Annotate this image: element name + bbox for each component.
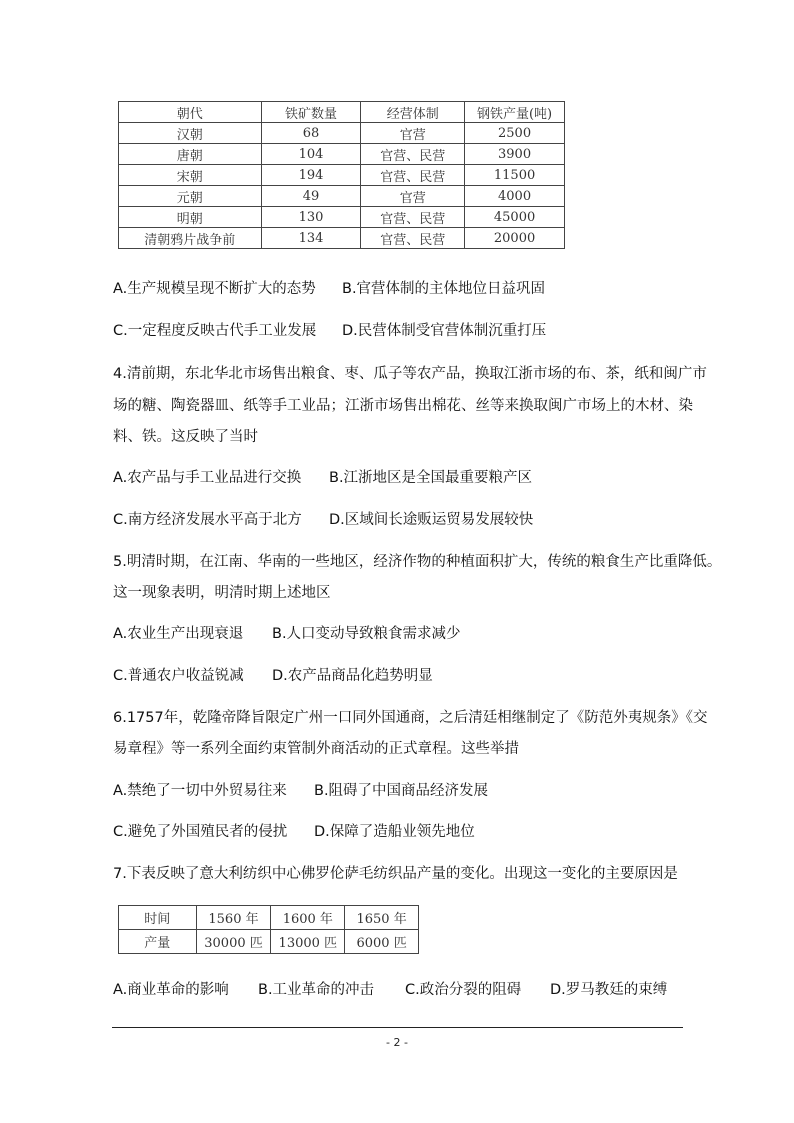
table-cell: 3900 — [465, 144, 565, 165]
q4-options-row-2 — [113, 510, 533, 530]
q6-option-d[interactable]: D.保障了造船业领先地位 — [314, 824, 475, 840]
q7-options-row — [113, 980, 667, 1000]
page-number: - 2 - — [386, 1036, 408, 1049]
q5-options-row-1 — [113, 624, 461, 644]
q4-stem-line-3: 料、铁。这反映了当时 — [113, 429, 258, 445]
q3-options-row-2 — [113, 321, 546, 341]
table-cell: 清朝鸦片战争前 — [119, 228, 262, 249]
q4-option-a[interactable]: A.农产品与手工业品进行交换 — [113, 470, 302, 486]
q7-option-d[interactable]: D.罗马教廷的束缚 — [550, 982, 668, 998]
q3-option-d[interactable]: D.民营体制受官营体制沉重打压 — [342, 323, 547, 339]
q6-option-b[interactable]: B.阻碍了中国商品经济发展 — [314, 783, 489, 799]
table-header-row — [119, 102, 565, 123]
q7-option-b[interactable]: B.工业革命的冲击 — [258, 982, 375, 998]
table-cell: 官营、民营 — [361, 228, 465, 249]
table-cell: 汉朝 — [119, 123, 262, 144]
table-cell: 194 — [261, 165, 361, 186]
q5-option-c[interactable]: C.普通农户收益锐减 — [113, 668, 244, 684]
q7-option-a[interactable]: A.商业革命的影响 — [113, 982, 229, 998]
q3-options-row-1 — [113, 279, 545, 299]
table-cell: 官营 — [361, 186, 465, 207]
table-cell: 6000 匹 — [345, 930, 419, 954]
table-cell: 唐朝 — [119, 144, 262, 165]
table-cell: 4000 — [465, 186, 565, 207]
table-header-cell: 1560 年 — [196, 906, 271, 930]
q3-option-c[interactable]: C.一定程度反映古代手工业发展 — [113, 323, 317, 339]
dynasty-iron-table — [118, 101, 565, 249]
q3-option-b[interactable]: B.官营体制的主体地位日益巩固 — [342, 281, 546, 297]
table-cell: 134 — [261, 228, 361, 249]
table-header-cell: 1600 年 — [271, 906, 345, 930]
q6-options-row-2 — [113, 822, 475, 842]
table-cell: 官营、民营 — [361, 207, 465, 228]
table-row — [119, 144, 565, 165]
q4-option-b[interactable]: B.江浙地区是全国最重要粮产区 — [329, 470, 533, 486]
q6-stem-line-2: 易章程》等一系列全面约束管制外商活动的正式章程。这些举措 — [113, 741, 519, 757]
table-cell: 元朝 — [119, 186, 262, 207]
table-cell: 130 — [261, 207, 361, 228]
table-header-cell: 朝代 — [119, 102, 262, 123]
florence-textile-table — [118, 905, 419, 954]
table-cell: 20000 — [465, 228, 565, 249]
q7-stem: 7.下表反映了意大利纺织中心佛罗伦萨毛纺织品产量的变化。出现这一变化的主要原因是 — [113, 866, 678, 882]
table-cell: 68 — [261, 123, 361, 144]
table-header-cell: 经营体制 — [361, 102, 465, 123]
table-cell: 49 — [261, 186, 361, 207]
table-cell: 官营 — [361, 123, 465, 144]
q6-options-row-1 — [113, 781, 488, 801]
table-header-cell: 铁矿数量 — [261, 102, 361, 123]
q4-option-d[interactable]: D.区域间长途贩运贸易发展较快 — [329, 512, 534, 528]
table-row — [119, 123, 565, 144]
table-header-cell: 钢铁产量(吨) — [465, 102, 565, 123]
q5-option-b[interactable]: B.人口变动导致粮食需求减少 — [272, 626, 461, 642]
q5-option-d[interactable]: D.农产品商品化趋势明显 — [272, 668, 433, 684]
q6-option-a[interactable]: A.禁绝了一切中外贸易往来 — [113, 783, 287, 799]
table-cell: 104 — [261, 144, 361, 165]
table-cell: 官营、民营 — [361, 144, 465, 165]
q6-stem-line-1: 6.1757年，乾隆帝降旨限定广州一口同外国通商，之后清廷相继制定了《防范外夷规条》《交 — [113, 710, 708, 726]
q4-options-row-1 — [113, 468, 532, 488]
table-row — [119, 228, 565, 249]
table-cell: 官营、民营 — [361, 165, 465, 186]
table-cell: 11500 — [465, 165, 565, 186]
q5-option-a[interactable]: A.农业生产出现衰退 — [113, 626, 244, 642]
table-cell: 宋朝 — [119, 165, 262, 186]
q4-stem-line-2: 场的糖、陶瓷器皿、纸等手工业品；江浙市场售出棉花、丝等来换取闽广市场上的木材、染 — [113, 398, 693, 414]
q4-option-c[interactable]: C.南方经济发展水平高于北方 — [113, 512, 302, 528]
table-cell: 13000 匹 — [271, 930, 345, 954]
q4-stem-line-1: 4.清前期，东北华北市场售出粮食、枣、瓜子等农产品，换取江浙市场的布、茶，纸和闽广市 — [113, 366, 707, 382]
footer-divider — [112, 1027, 683, 1028]
table-cell: 明朝 — [119, 207, 262, 228]
table-cell: 产量 — [119, 930, 197, 954]
table-row — [119, 930, 419, 954]
q3-option-a[interactable]: A.生产规模呈现不断扩大的态势 — [113, 281, 316, 297]
q6-option-c[interactable]: C.避免了外国殖民者的侵扰 — [113, 824, 288, 840]
table-header-cell: 1650 年 — [345, 906, 419, 930]
q5-options-row-2 — [113, 666, 433, 686]
table-cell: 2500 — [465, 123, 565, 144]
table-header-cell: 时间 — [119, 906, 197, 930]
table-row — [119, 165, 565, 186]
q7-option-c[interactable]: C.政治分裂的阻碍 — [405, 982, 522, 998]
table-cell: 30000 匹 — [196, 930, 271, 954]
table-header-row — [119, 906, 419, 930]
table-row — [119, 207, 565, 228]
q5-stem-line-1: 5.明清时期，在江南、华南的一些地区，经济作物的种植面积扩大，传统的粮食生产比重降低。 — [113, 554, 722, 570]
table-row — [119, 186, 565, 207]
q5-stem-line-2: 这一现象表明，明清时期上述地区 — [113, 585, 331, 601]
table-cell: 45000 — [465, 207, 565, 228]
